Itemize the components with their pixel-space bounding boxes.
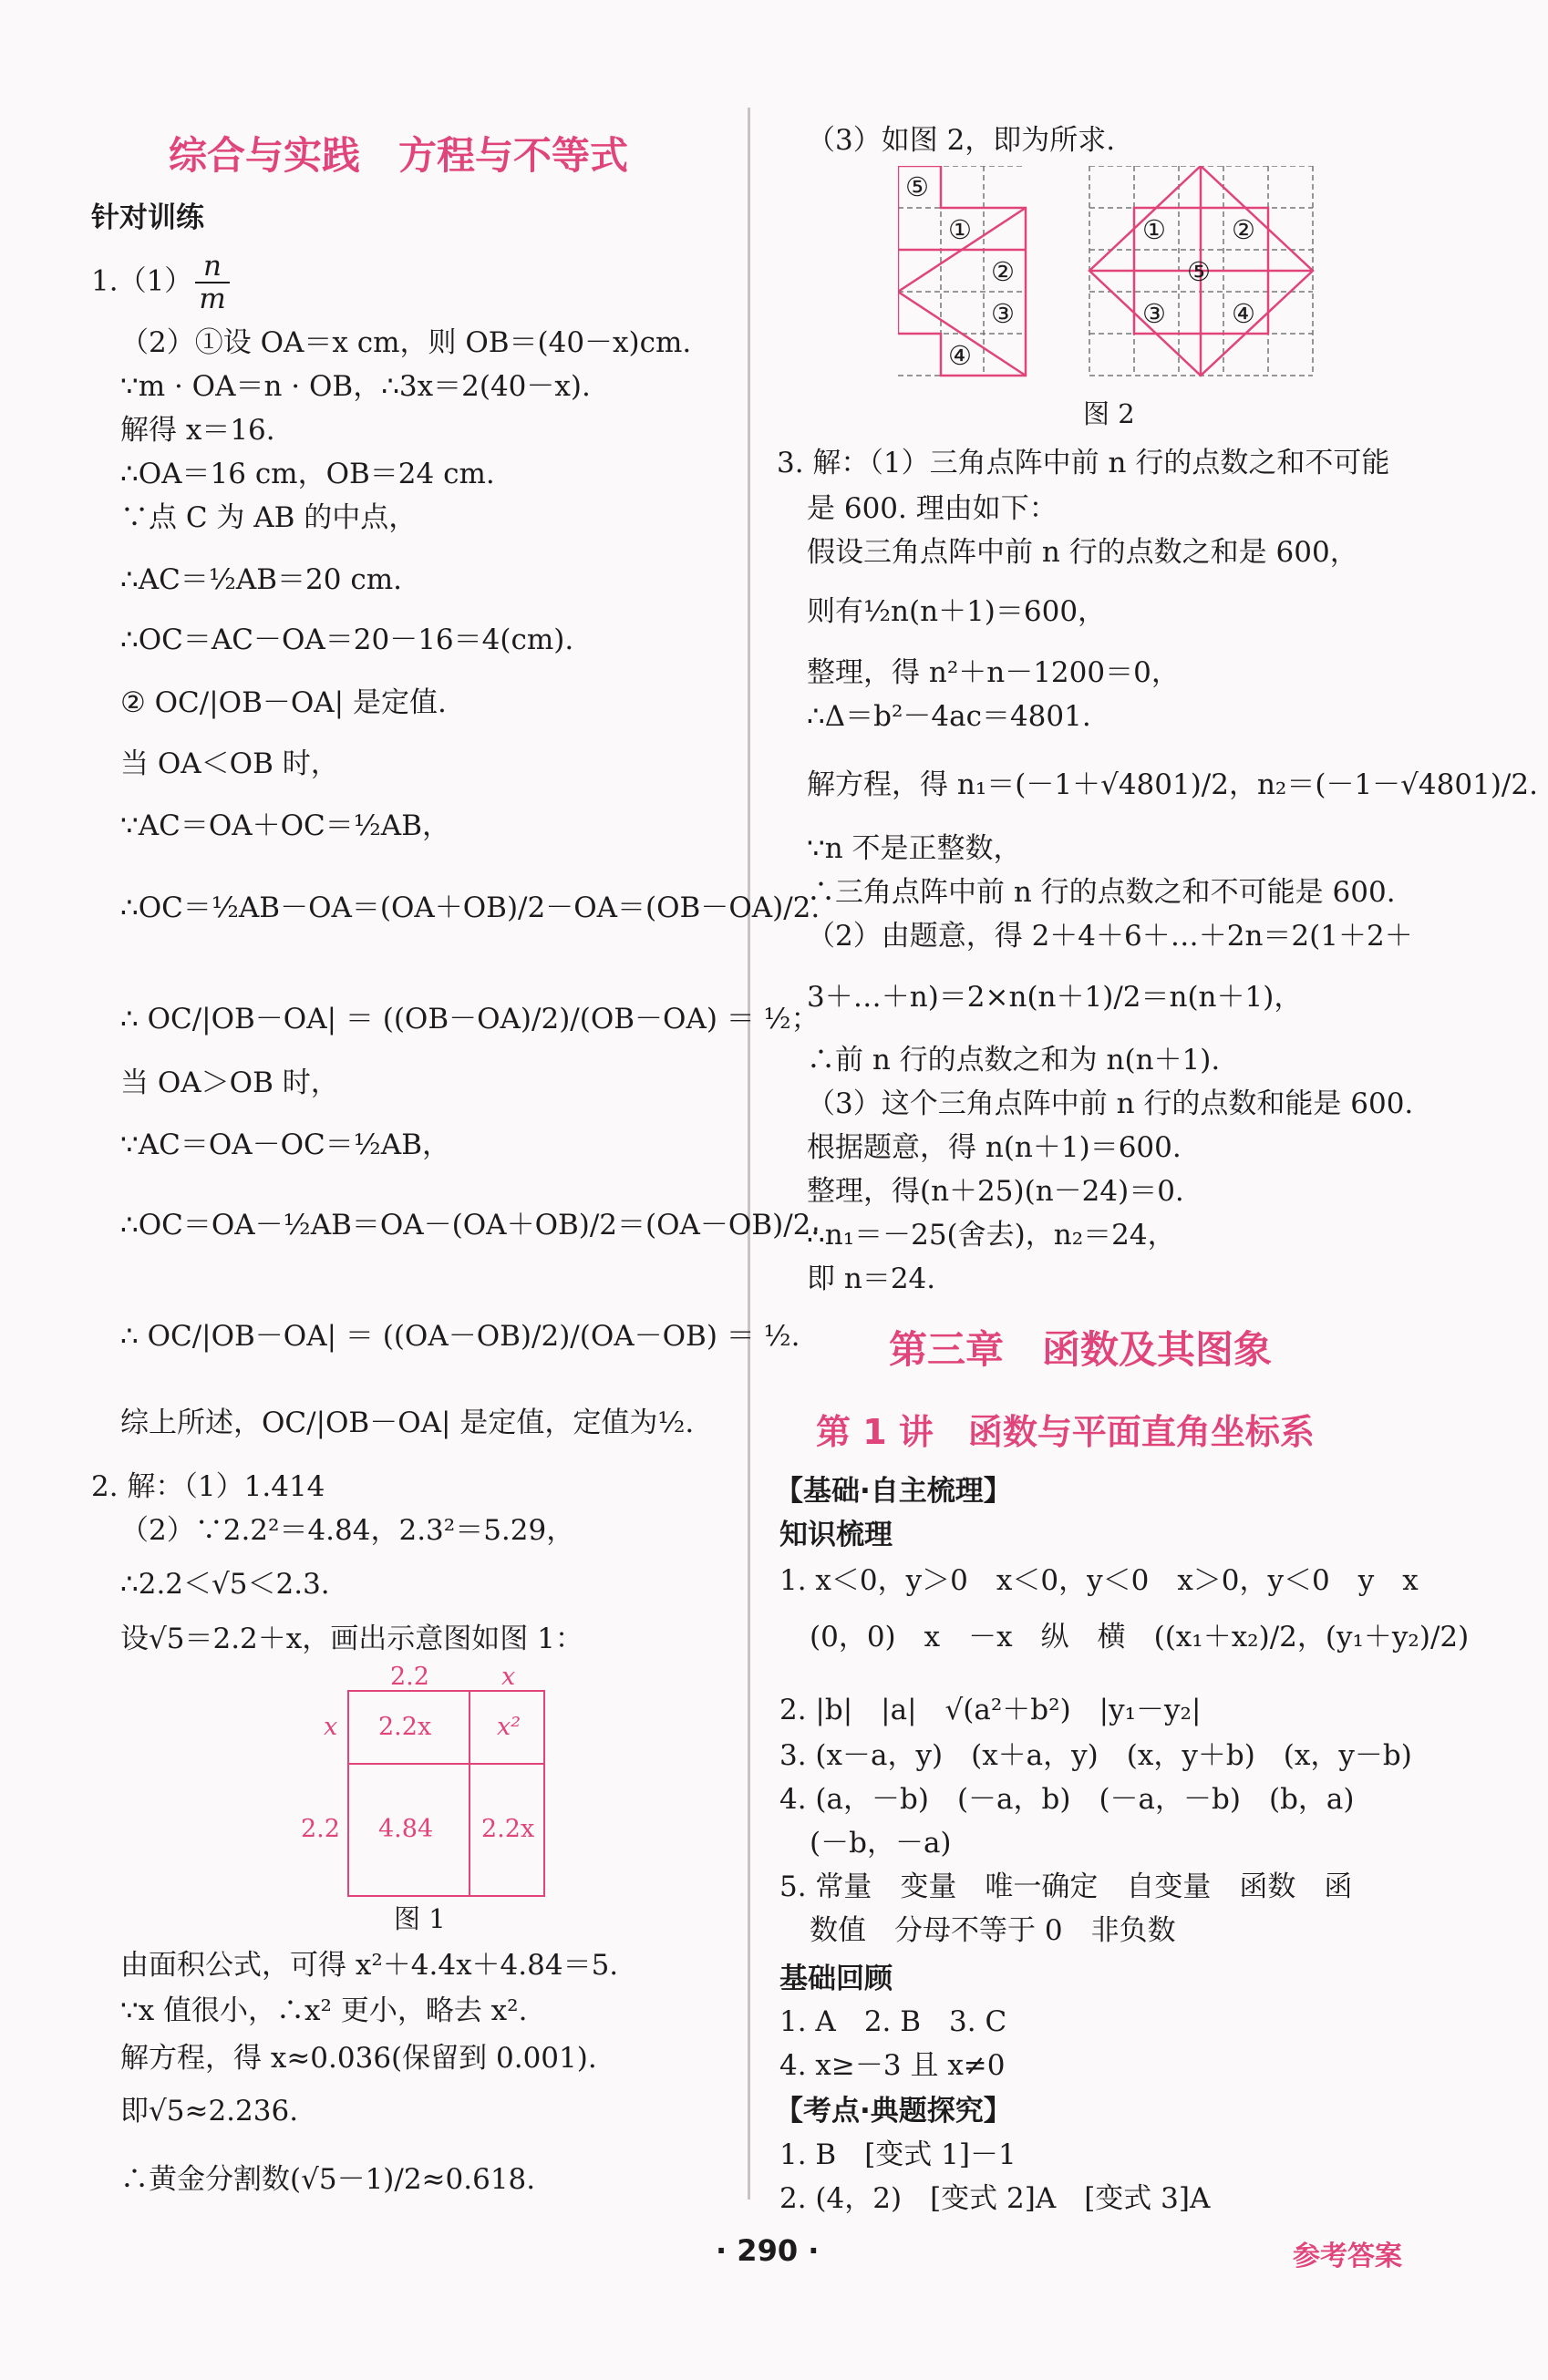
text-line: ∴Δ＝b²－4ac＝4801. [807, 700, 1091, 733]
page-number: · 290 · [716, 2233, 820, 2268]
text-line: ∴OC＝AC－OA＝20－16＝4(cm). [120, 623, 574, 656]
fig1-top-b: x [501, 1663, 516, 1691]
text-line: 当 OA＜OB 时， [120, 747, 339, 780]
text-line: 由面积公式，可得 x²＋4.4x＋4.84＝5. [120, 1949, 619, 1982]
training-heading: 针对训练 [91, 201, 204, 234]
text-line: ∴前 n 行的点数之和为 n(n＋1). [807, 1044, 1221, 1077]
text-line: 2. 解：（1）1.414 [91, 1470, 325, 1503]
text-line: （2）∵2.2²＝4.84，2.3²＝5.29， [120, 1514, 575, 1547]
chapter-title: 第三章 函数及其图象 [889, 1327, 1273, 1372]
figure-2-caption: 图 2 [1083, 398, 1135, 429]
column-divider [748, 108, 750, 2200]
text-line: 3. (x－a，y) (x＋a，y) (x，y＋b) (x，y－b) [779, 1739, 1412, 1772]
footer-reference: 参考答案 [1293, 2241, 1402, 2272]
text-line: ∴ OC/|OB－OA| ＝ ((OB－OA)/2)/(OB－OA) ＝ ½； [120, 1003, 820, 1035]
text-line: 综上所述，OC/|OB－OA| 是定值，定值为½. [120, 1406, 695, 1439]
text-line: ∵AC＝OA＋OC＝½AB， [120, 809, 450, 842]
text-line: 是 600. 理由如下： [807, 492, 1058, 525]
text-line: 根据题意，得 n(n＋1)＝600. [807, 1131, 1182, 1164]
text-line: 数值 分母不等于 0 非负数 [810, 1914, 1176, 1947]
fig2-num-2b: ② [1232, 214, 1255, 245]
text-line: 整理，得(n＋25)(n－24)＝0. [807, 1175, 1184, 1208]
text-line: 2. (4，2) [变式 2]A [变式 3]A [779, 2182, 1211, 2215]
explore-heading: 【考点·典题探究】 [775, 2095, 1012, 2128]
text-line: （3）如图 2，即为所求. [807, 124, 1116, 157]
text-line: 3＋…＋n)＝2×n(n＋1)/2＝n(n＋1)， [807, 981, 1303, 1014]
q1-part1 [91, 251, 232, 314]
text-line: 2. |b| |a| √(a²＋b²) |y₁－y₂| [779, 1694, 1202, 1726]
text-line: 当 OA＞OB 时， [120, 1066, 339, 1099]
text-line: （2）由题意，得 2＋4＋6＋…＋2n＝2(1＋2＋ [807, 920, 1413, 953]
text-line: ∴OC＝½AB－OA＝(OA＋OB)/2－OA＝(OB－OA)/2. [120, 891, 820, 924]
text-line: ∴2.2＜√5＜2.3. [120, 1568, 330, 1601]
fig1-c21: 4.84 [378, 1815, 434, 1843]
text-line: 假设三角点阵中前 n 行的点数之和是 600， [807, 536, 1358, 569]
text-line: （3）这个三角点阵中前 n 行的点数和能是 600. [807, 1087, 1414, 1120]
text-line: 即√5≈2.236. [120, 2095, 299, 2128]
basic-heading: 【基础·自主梳理】 [775, 1475, 1012, 1508]
fig2-num-4a: ④ [948, 340, 972, 371]
fig2-num-2a: ② [991, 256, 1015, 287]
fig2-num-4b: ④ [1232, 298, 1255, 329]
review-heading: 基础回顾 [779, 1963, 893, 1995]
fig2-num-1b: ① [1142, 214, 1166, 245]
fig2-num-1a: ① [948, 214, 972, 245]
fig2-num-3b: ③ [1142, 298, 1166, 329]
text-line: 5. 常量 变量 唯一确定 自变量 函数 函 [779, 1870, 1353, 1903]
text-line: 解方程，得 x≈0.036(保留到 0.001). [120, 2042, 597, 2075]
text-line: 设√5＝2.2＋x，画出示意图如图 1： [120, 1623, 583, 1655]
text-line: 解得 x＝16. [120, 414, 275, 447]
text-line: ∴ OC/|OB－OA| ＝ ((OA－OB)/2)/(OA－OB) ＝ ½. [120, 1320, 800, 1353]
figure-1-caption: 图 1 [394, 1903, 446, 1934]
fig2-num-5b: ⑤ [1187, 256, 1211, 287]
text-line: ∵m · OA＝n · OB，∴3x＝2(40－x). [120, 370, 591, 403]
text-line: 即 n＝24. [807, 1262, 936, 1295]
q1-fraction [195, 251, 229, 314]
text-line: ∵AC＝OA－OC＝½AB， [120, 1128, 450, 1161]
text-line: ∵n 不是正整数， [807, 832, 1022, 865]
fig1-side-a: x [324, 1713, 338, 1741]
figure-2 [898, 166, 1317, 385]
text-line: (－b，－a) [810, 1827, 952, 1860]
text-line: ∴AC＝½AB＝20 cm. [120, 563, 402, 596]
text-line: ∴n₁＝－25(舍去)，n₂＝24， [807, 1219, 1176, 1252]
fig1-c22: 2.2x [481, 1815, 535, 1843]
fig1-c11: 2.2x [378, 1713, 432, 1741]
text-line: 1. x＜0，y＞0 x＜0，y＜0 x＞0，y＜0 y x [779, 1564, 1419, 1597]
text-line: ∴OA＝16 cm，OB＝24 cm. [120, 458, 495, 490]
fig2-num-3a: ③ [991, 298, 1015, 329]
text-line: 4. x≥－3 且 x≠0 [779, 2049, 1006, 2082]
fig1-side-b: 2.2 [301, 1815, 340, 1843]
fig1-top-a: 2.2 [390, 1663, 429, 1691]
text-line: 1. B [变式 1]－1 [779, 2138, 1017, 2171]
knowledge-heading: 知识梳理 [779, 1519, 893, 1551]
fig2-num-5a: ⑤ [905, 171, 929, 202]
q1-frac-den: m [199, 283, 226, 316]
text-line: ∵x 值很小，∴x² 更小，略去 x². [120, 1994, 528, 2027]
text-line: 4. (a，－b) (－a，b) (－a，－b) (b，a) [779, 1783, 1355, 1816]
text-line: ∴黄金分割数(√5－1)/2≈0.618. [120, 2163, 536, 2196]
text-line: ∴OC＝OA－½AB＝OA－(OA＋OB)/2＝(OA－OB)/2. [120, 1209, 820, 1242]
text-line: 则有½n(n＋1)＝600， [807, 595, 1107, 628]
q1-frac-num: n [195, 251, 229, 283]
text-line: ∴三角点阵中前 n 行的点数之和不可能是 600. [807, 876, 1396, 909]
lesson-title: 第 1 讲 函数与平面直角坐标系 [816, 1412, 1315, 1452]
figure-1 [283, 1659, 556, 1914]
text-line: ∵点 C 为 AB 的中点， [120, 501, 418, 534]
text-line: （2）①设 OA＝x cm，则 OB＝(40－x)cm. [120, 326, 692, 359]
text-line: 整理，得 n²＋n－1200＝0， [807, 656, 1180, 689]
text-line: 解方程，得 n₁＝(－1＋√4801)/2，n₂＝(－1－√4801)/2. [807, 768, 1538, 801]
text-line: 1. A 2. B 3. C [779, 2005, 1007, 2038]
fig1-c12: x² [497, 1713, 521, 1741]
section-title: 综合与实践 方程与不等式 [169, 133, 629, 178]
q1-label: 1.（1） [91, 264, 193, 298]
text-line: 3. 解：（1）三角点阵中前 n 行的点数之和不可能 [777, 447, 1390, 479]
text-line: ② OC/|OB－OA| 是定值. [120, 686, 447, 719]
text-line: (0，0) x －x 纵 横 ((x₁＋x₂)/2，(y₁＋y₂)/2) [810, 1621, 1470, 1654]
